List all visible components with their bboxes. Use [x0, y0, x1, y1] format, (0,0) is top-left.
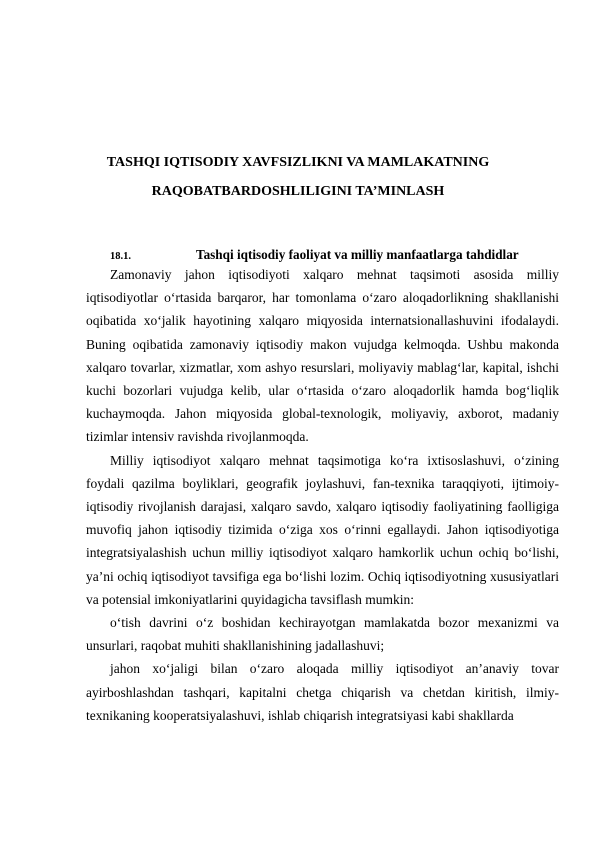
paragraph: jahon xo‘jaligi bilan o‘zaro aloqada milliy iqtisodiyot an’anaviy tovar ayirboshlashdan tashqari, kapitalni chetga chiqarish va chetdan kiritish, ilmiy-texnikaning kooperatsiyalashuvi, ishlab chiqarish integratsiyasi kabi shakllarda: [86, 661, 559, 723]
chapter-title: [60, 148, 536, 206]
chapter-title-line-1: TASHQI IQTISODIY XAVFSIZLIKNI VA MAMLAKATNING: [106, 155, 490, 170]
section-number: 18.1.: [110, 251, 131, 262]
paragraph: Milliy iqtisodiyot xalqaro mehnat taqsimotiga ko‘ra ixtisoslashuvi, o‘zining foydali qazilma boyliklari, geografik joylashuvi, fan-texnika taraqqiyoti, ijtimoiy-iqtisodiy rivojlanish darajasi, xalqaro savdo, xalqaro iqtisodiy faoliyatining faolligiga muvofiq jahon iqtisodiy tizimida o‘ziga xos o‘rinni egallaydi. Jahon iqtisodiyotiga integratsiyalashish uchun milliy iqtisodiyot xalqaro hamkorlik uchun ochiq bo‘lishi, ya’ni ochiq iqtisodiyot tavsifiga ega bo‘lishi lozim. Ochiq iqtisodiyotning xususiyatlari va potensial imkoniyatlarini quyidagicha tavsiflash mumkin:: [86, 452, 559, 607]
paragraph: o‘tish davrini o‘z boshidan kechirayotgan mamlakatda bozor mexanizmi va unsurlari, raqobat muhiti shakllanishining jadallashuvi;: [86, 615, 559, 654]
section-title: Tashqi iqtisodiy faoliyat va milliy manfaatlarga tahdidlar: [196, 247, 519, 262]
paragraph: Zamonaviy jahon iqtisodiyoti xalqaro mehnat taqsimoti asosida milliy iqtisodiyotlar o‘rtasida barqaror, har tomonlama o‘zaro aloqadorlikning shakllanishi oqibatida xo‘jalik hayotining xalqaro miqyosida internatsionallashuvini ifodalaydi. Buning oqibatida zamonaviy iqtisodiy makon vujudga kelmoqda. Ushbu makonda xalqaro tovarlar, xizmatlar, xom ashyo resurslari, moliyaviy mablag‘lar, kapital, ishchi kuchi bozorlari vujudga kelib, ular o‘rtasida o‘zaro aloqadorlik hamda bog‘liqlik kuchaymoqda. Jahon miqyosida global-texnologik, moliyaviy, axborot, madaniy tizimlar intensiv ravishda rivojlanmoqda.: [86, 267, 559, 445]
body-text: [86, 263, 559, 727]
chapter-title-line-2: RAQOBATBARDOSHLILIGINI TA’MINLASH: [151, 184, 445, 199]
